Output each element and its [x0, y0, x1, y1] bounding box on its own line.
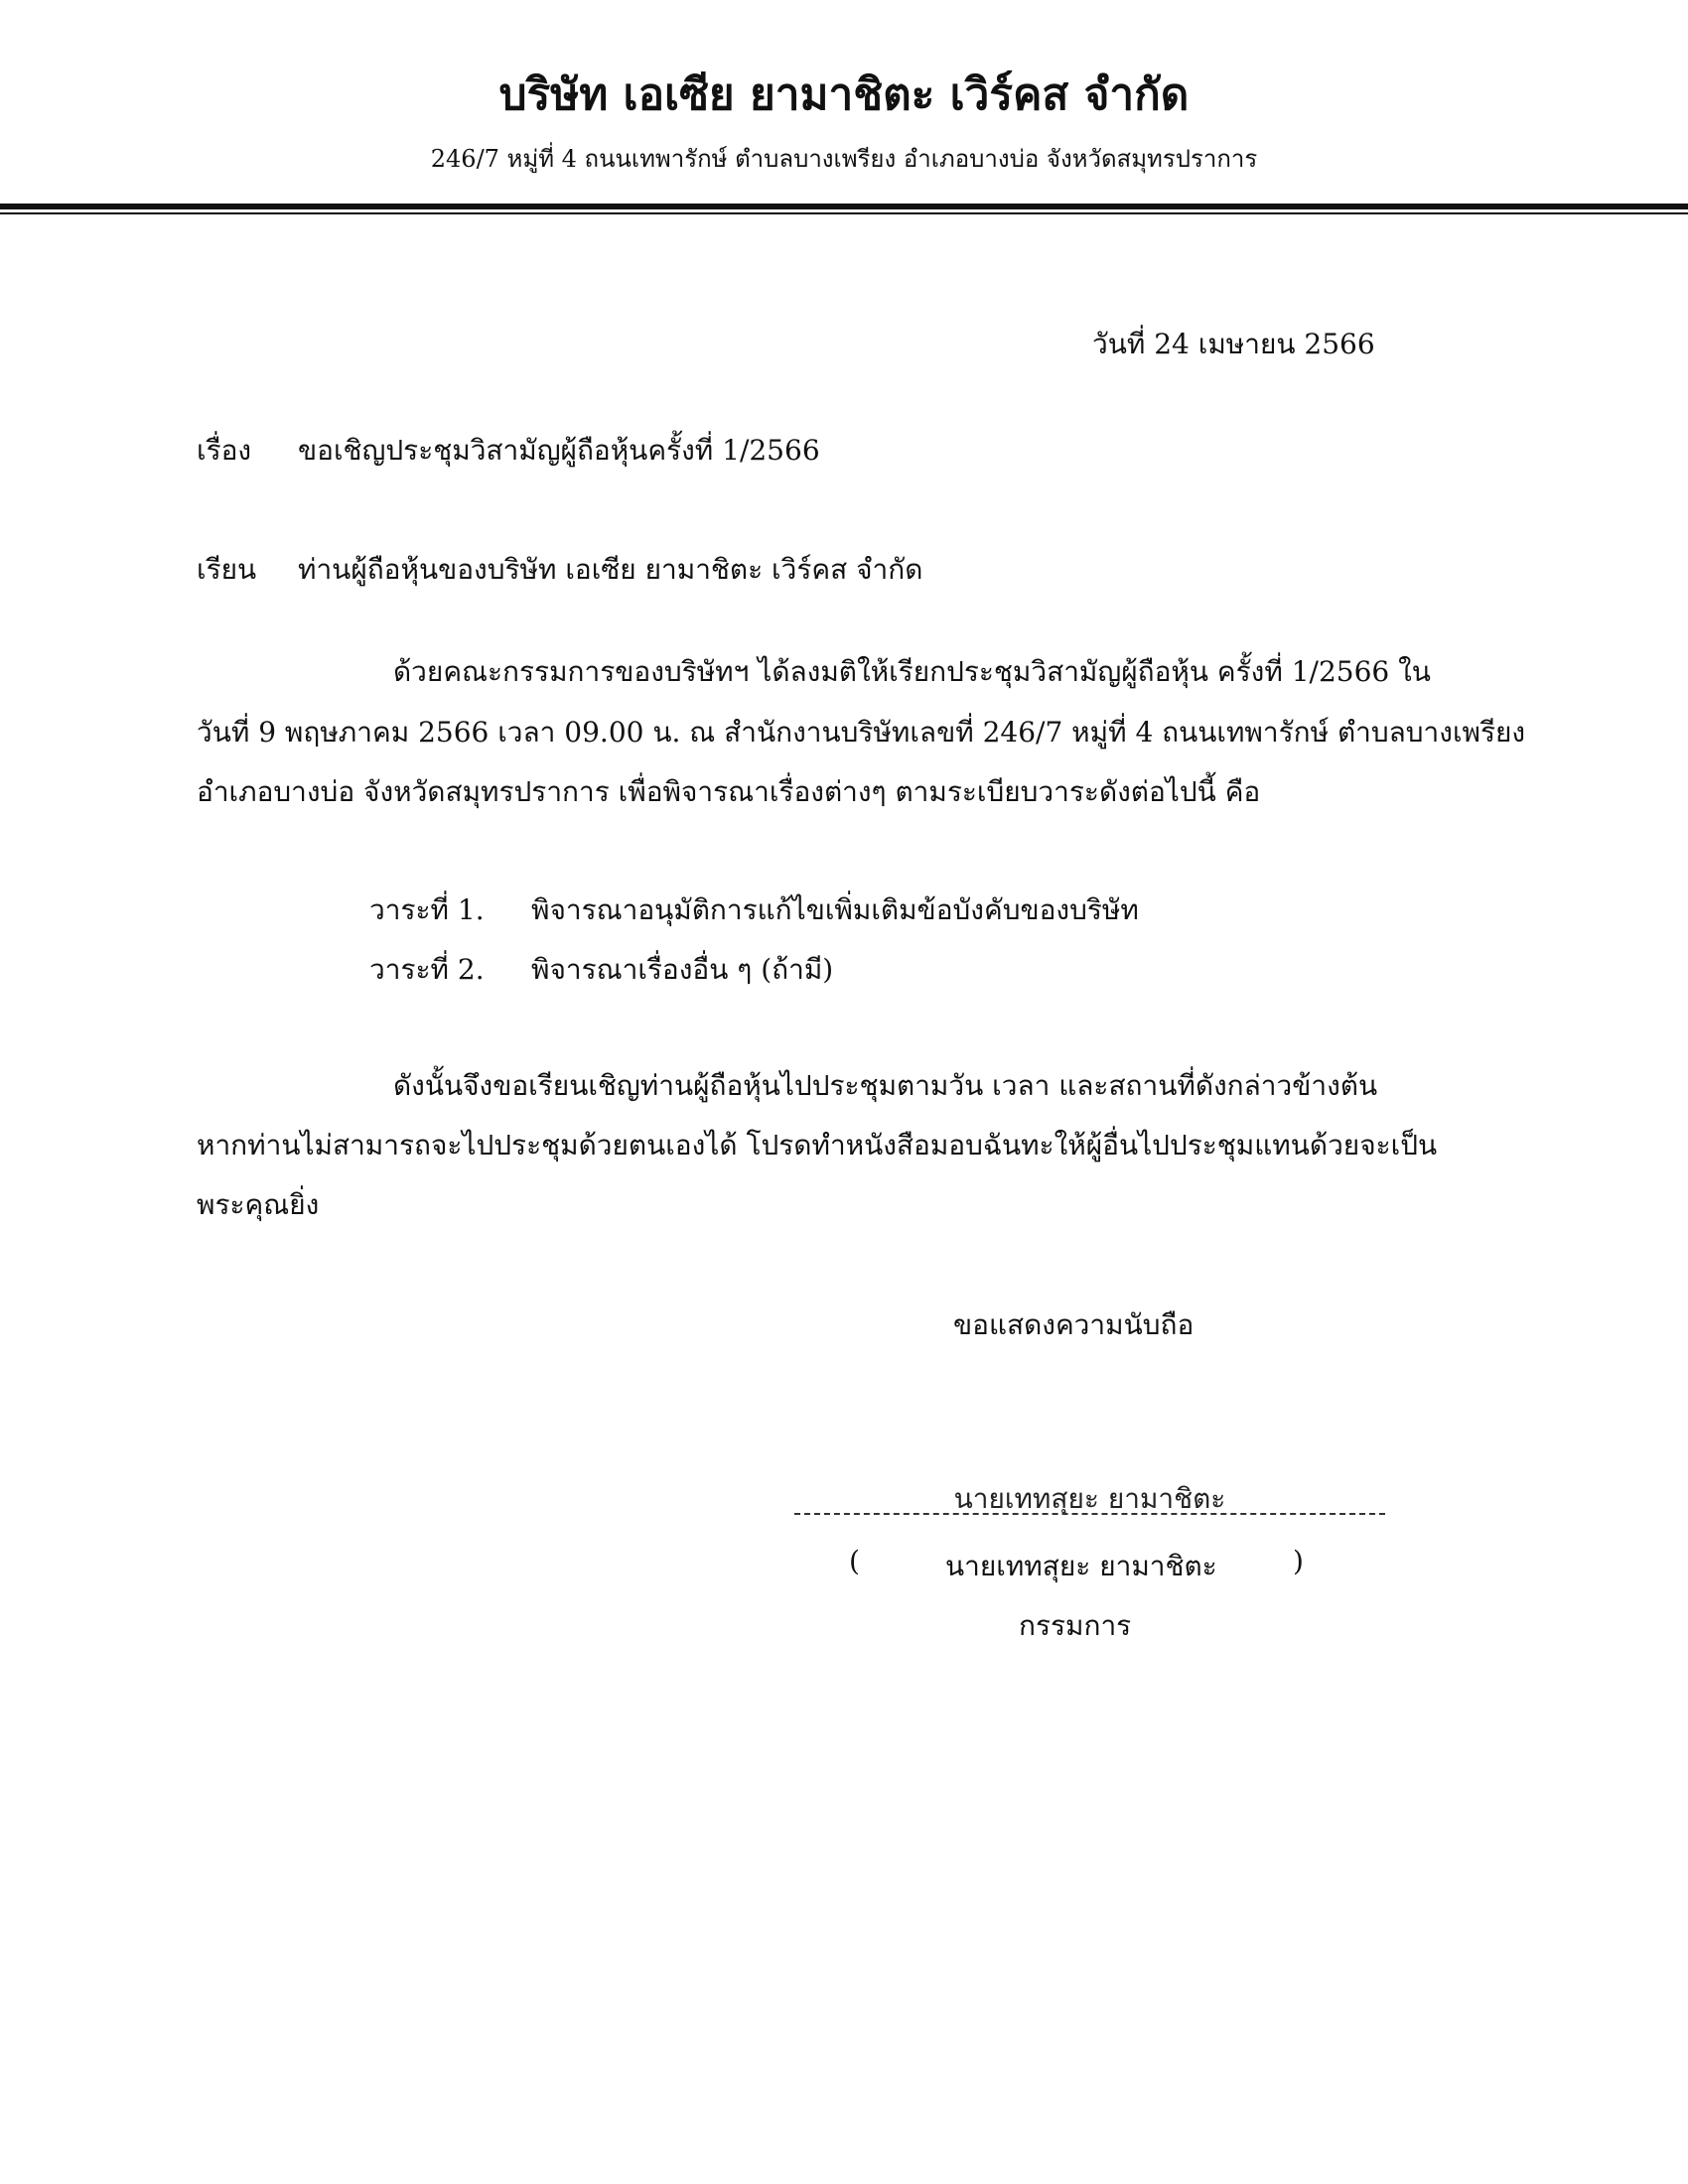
paragraph2-line2: หากท่านไม่สามารถจะไปประชุมด้วยตนเองได้ โปรดทำหนังสือมอบฉันทะให้ผู้อื่นไปประชุมแทนด้วยจะเป็น	[197, 1129, 1438, 1161]
letter-date: วันที่ 24 เมษายน 2566	[1092, 328, 1375, 360]
paragraph2-line3: พระคุณยิ่ง	[197, 1188, 320, 1221]
letterhead-rule-thin	[0, 212, 1688, 214]
company-address: 246/7 หมู่ที่ 4 ถนนเทพารักษ์ ตำบลบางเพรียง อำเภอบางบ่อ จังหวัดสมุทรปราการ	[430, 145, 1258, 173]
signature-paren-close: )	[1293, 1545, 1304, 1577]
paragraph1-line3: อำเภอบางบ่อ จังหวัดสมุทรปราการ เพื่อพิจารณาเรื่องต่างๆ ตามระเบียบวาระดังต่อไปนี้ คือ	[197, 775, 1261, 808]
letterhead-rule-thick	[0, 204, 1688, 209]
company-name: บริษัท เอเซีย ยามาชิตะ เวิร์คส จำกัด	[498, 69, 1190, 120]
agenda-item-2-text: พิจารณาเรื่องอื่น ๆ (ถ้ามี)	[531, 953, 834, 986]
agenda-item-1-text: พิจารณาอนุมัติการแก้ไขเพิ่มเติมข้อบังคับของบริษัท	[531, 893, 1139, 926]
agenda-item-1-number: วาระที่ 1.	[369, 893, 485, 926]
paragraph1-line1: ด้วยคณะกรรมการของบริษัทฯ ได้ลงมติให้เรียกประชุมวิสามัญผู้ถือหุ้น ครั้งที่ 1/2566 ใน	[393, 655, 1431, 688]
recipient-text: ท่านผู้ถือหุ้นของบริษัท เอเซีย ยามาชิตะ เวิร์คส จำกัด	[298, 553, 923, 586]
subject-text: ขอเชิญประชุมวิสามัญผู้ถือหุ้นครั้งที่ 1/2566	[298, 434, 820, 467]
paragraph2-line1: ดังนั้นจึงขอเรียนเชิญท่านผู้ถือหุ้นไปประชุมตามวัน เวลา และสถานที่ดังกล่าวข้างต้น	[393, 1069, 1378, 1102]
signatory-name: นายเททสุยะ ยามาชิตะ	[945, 1550, 1217, 1582]
signatory-title: กรรมการ	[1019, 1609, 1132, 1642]
paragraph1-line2: วันที่ 9 พฤษภาคม 2566 เวลา 09.00 น. ณ สำนักงานบริษัทเลขที่ 246/7 หมู่ที่ 4 ถนนเทพารักษ์ ตำบลบางเพรียง	[197, 716, 1526, 749]
agenda-item-2-number: วาระที่ 2.	[369, 953, 485, 986]
handwritten-signature: นายเททสุยะ ยามาชิตะ	[953, 1482, 1226, 1515]
signature-paren-open: (	[849, 1545, 860, 1577]
closing-salutation: ขอแสดงความนับถือ	[953, 1308, 1195, 1341]
subject-label: เรื่อง	[197, 434, 252, 467]
signature-line	[794, 1513, 1385, 1515]
recipient-label: เรียน	[197, 553, 257, 586]
